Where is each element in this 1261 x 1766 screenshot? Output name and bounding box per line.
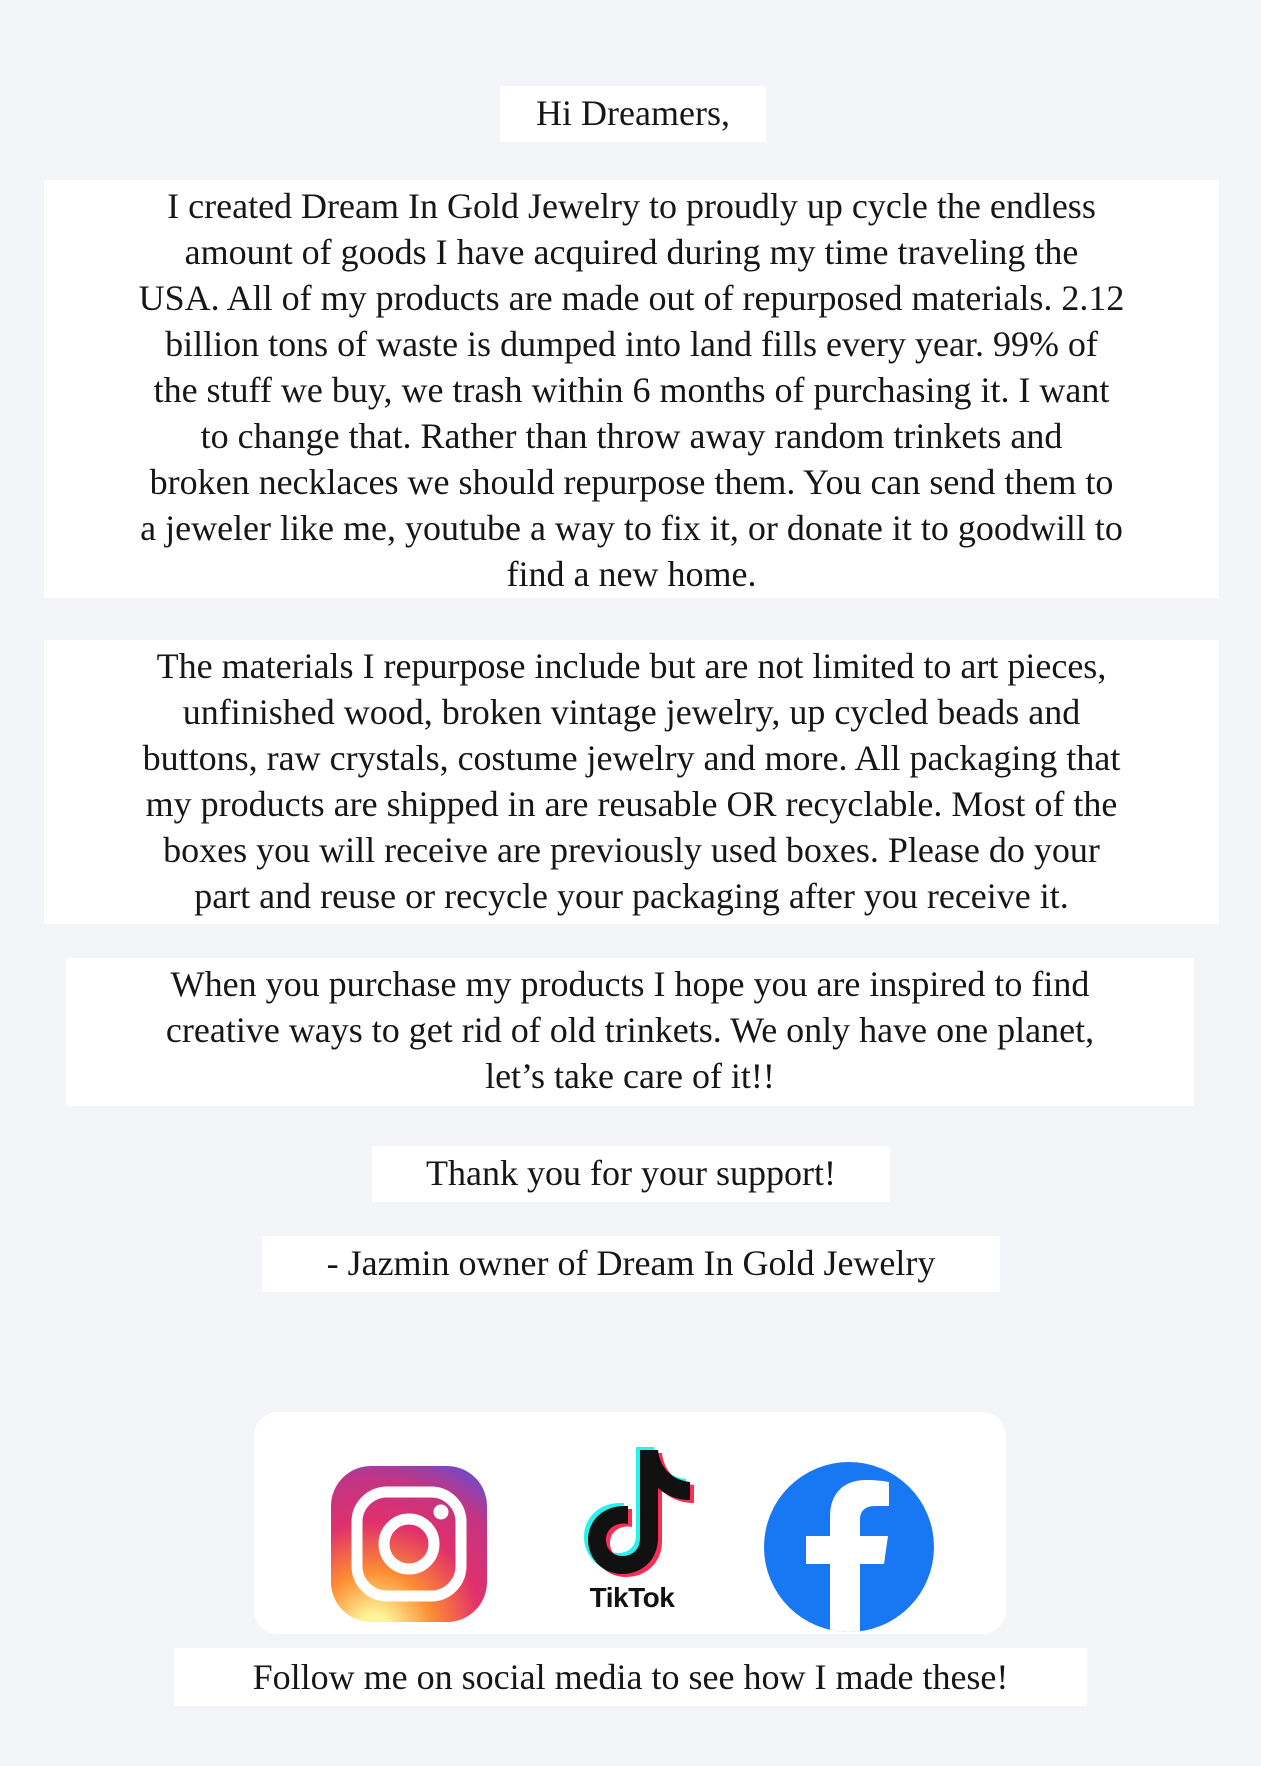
paragraph-line: unfinished wood, broken vintage jewelry, up cycled beads and <box>182 692 1081 732</box>
paragraph-line: When you purchase my products I hope you are inspired to find <box>170 964 1090 1004</box>
thanks-line: Thank you for your support! <box>426 1153 836 1193</box>
facebook-logo-graphic <box>762 1460 936 1634</box>
paragraph-line: boxes you will receive are previously used boxes. Please do your <box>163 830 1100 870</box>
paragraph-line: let’s take care of it!! <box>485 1056 775 1096</box>
paragraph-line: find a new home. <box>506 554 757 594</box>
paragraph-line: I created Dream In Gold Jewelry to proudly up cycle the endless <box>167 186 1096 226</box>
tiktok-label: TikTok <box>589 1582 675 1613</box>
signature-line: - Jazmin owner of Dream In Gold Jewelry <box>326 1243 936 1283</box>
paragraph-line: broken necklaces we should repurpose them. You can send them to <box>149 462 1114 502</box>
paragraph-line: The materials I repurpose include but are not limited to art pieces, <box>156 646 1107 686</box>
paragraph-line: a jeweler like me, youtube a way to fix it, or donate it to goodwill to <box>140 508 1123 548</box>
paragraph-line: billion tons of waste is dumped into land fills every year. 99% of <box>165 324 1098 364</box>
social-follow-note <box>174 1648 1087 1706</box>
greeting-line: Hi Dreamers, <box>536 93 730 133</box>
paragraph-line: my products are shipped in are reusable OR recyclable. Most of the <box>145 784 1118 824</box>
paragraph-line: part and reuse or recycle your packaging after you receive it. <box>194 876 1069 916</box>
tiktok-icon[interactable] <box>562 1440 702 1620</box>
paragraph-materials <box>44 640 1219 924</box>
paragraph-line: buttons, raw crystals, costume jewelry and more. All packaging that <box>142 738 1121 778</box>
greeting-text <box>500 86 766 142</box>
paragraph-inspiration <box>66 958 1194 1106</box>
paragraph-line: the stuff we buy, we trash within 6 months of purchasing it. I want <box>153 370 1110 410</box>
facebook-icon[interactable] <box>762 1460 936 1634</box>
thanks-text <box>372 1146 890 1202</box>
tiktok-note-graphic <box>562 1440 702 1580</box>
paragraph-line: to change that. Rather than throw away random trinkets and <box>200 416 1063 456</box>
signature-text <box>262 1236 1000 1292</box>
instagram-logo-graphic <box>329 1464 489 1624</box>
instagram-icon[interactable] <box>329 1464 489 1624</box>
paragraph-line: creative ways to get rid of old trinkets. We only have one planet, <box>165 1010 1095 1050</box>
footer-note-line: Follow me on social media to see how I made these! <box>252 1657 1009 1697</box>
paragraph-about-brand <box>44 180 1219 598</box>
paragraph-line: USA. All of my products are made out of repurposed materials. 2.12 <box>138 278 1125 318</box>
paragraph-line: amount of goods I have acquired during my time traveling the <box>184 232 1079 272</box>
